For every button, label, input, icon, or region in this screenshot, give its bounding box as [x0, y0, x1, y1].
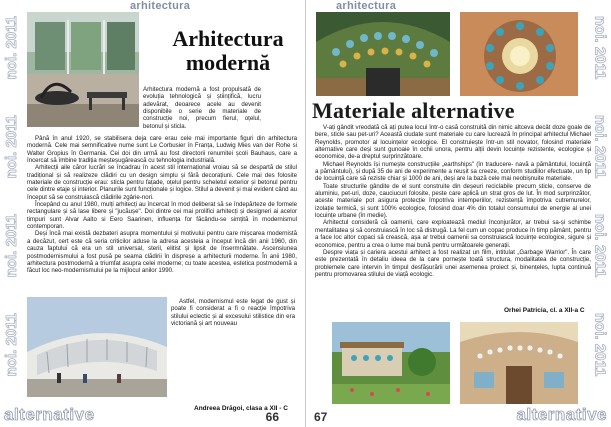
left-paragraph: Deși încă mai există dezbateri asupra momentului și motivului pentru care mișcarea modernistă a decăzut, cert este că seria criticilor aduse la adresa acesteia a început încă din anii 1960, din cauza faptului că era un stil universal, steril, elitist și lipsit de înserm​nătate. Ascensiunea postmodernismului a fost pusă pe seama clădirii în dispreșe a arhitecturii moderne. În anii 1980, arhitectura postmodernă a triumfat asupra celei moderne; cu toate acestea, estetica postmodernă a făcut loc neo-modernismului pe la mijlocul anilor 1990.	[27, 230, 297, 275]
left-paragraph: Până în anul 1920, se stabilisera deja care erau cele mai importante figuri din arhitectura modernă. Cele mai semnificative nume sunt Le Corbusier în Franța, Ludwig Mies van der Rohe si Walter Gropius în Germania. Cei doi din urmă au fost directorii renumitei școli Bauhaus, care a încercat să îmbine tradiția meșteșugărească cu tehnologia industrială.	[27, 135, 297, 165]
right-body-text	[315, 124, 591, 278]
left-title-line2: modernă	[185, 50, 271, 75]
right-paragraph: Despre viața și cariera acestui arhitect a fost realizat un film, intitulat „Garbage Warrior". În care este prezentată în detaliu ideea de la care pornește toată structura, modalitatea de construcție, problemele care intervin în timpul desfășurării unei asemenea proiect și, binențeles, lupta continuă pentru promovarea stilului de viață ecologic.	[315, 248, 591, 278]
earthship-exterior-photo	[460, 322, 578, 404]
right-article-title: Materiale alternative	[312, 98, 515, 123]
right-section-header: arhitectura	[336, 0, 397, 12]
right-paragraph: Michael Reynolds își numește construcțiile „earthships" (în traducere- navă a pământului, locuință a pământului), și după 35 de ani de experimente a reușit sa creeze, conform studiilor efectuate, un tip de locuință care să reziste chiar și 1000 de ani, deși are la bază cele mai neobișnuite materiale.	[315, 160, 591, 183]
left-body-text	[27, 135, 297, 275]
caption-text: Astfel, modernismul este legat de gust și poate fi considerat a fi o reacție împotriva stilului eclectic și al excesului stilistice din era victoriană și art nouveau	[171, 298, 295, 328]
left-paragraph: Începând cu anul 1980, mulți arhitecți au încercat în mod deliberat să se îndepărteze de formele rectangulare și să lase libere și "jucăușe". Doi dintre cei mai prolifici arhitecți și designeri ai acelor timpuri sunt Alvar Aalto si Eero Saarinen, influența for făcându-se simțită în modernismul contemporan.	[27, 201, 297, 231]
left-paragraph: Arhitecții aile căror lucrări se încadrau în acest stil internațional vroiau să se despartă de stilul tradițional și să realizeze clădiri cu un design simplu și fără decorațiuni. Cele mai des folosite materiale de construcție erau: sticla pentru fațade, oțelul pentru scheletul exterior și betonul pentru cele dintre etaje și interior. Planurile sunt funcționale și logice. Stilul a devenit și mai evident când au început să se construiască clădirile zgârie-nori.	[27, 164, 297, 201]
left-article-title	[158, 27, 298, 75]
modern-building-photo	[27, 297, 167, 397]
right-paragraph: V-ați gândit vreodată că ați putea locui într-o casă construită din nimic altceva decât doze goale de bere, sticle sau pet-uri? Această ciudate sunt materiale cu care lucrează în principal arhitectul Michael Reynolds, promotor al locuințelor ecologice. El construiește într-un stil novator, folosind materiale alternative care deși sunt gunoaie în ochii unora, pentru alții devin locuințe rezistente, ecologice și economice, de-a dreptul surprinzătoare.	[315, 124, 591, 161]
left-caption	[171, 298, 295, 327]
left-section-header: arhitectura	[130, 0, 191, 12]
left-page	[0, 0, 305, 427]
right-paragraph: Arhitectul consideră că oamenii, care exploatează mediul înconjurător, ar trebui sa-și schimbe mentalitatea și să construiască în loc să distrugă. La fel cum un copac produce în timp pământ, pentru a face loc altor copaci să crească, așa ar trebui oamenii sa construiască locuințe ecologice, sigure și economice, pentru a crea o lume mai bună pentru următoarele generații.	[315, 219, 591, 249]
right-strip-label: noi. 2011	[591, 312, 609, 376]
right-strip-label: noi. 2011	[591, 16, 609, 80]
right-side-strip	[591, 16, 609, 376]
right-footer-label: alternative	[516, 405, 607, 424]
right-strip-label: noi. 2011	[591, 114, 609, 179]
bottle-wall-photo	[316, 12, 450, 96]
modern-interior-photo	[27, 12, 139, 127]
left-title-line1: Arhitectura	[172, 26, 284, 51]
right-strip-label: noi. 2011	[591, 213, 609, 278]
right-author-signature: Orhei Patricia, cl. a XII-a C	[504, 307, 585, 314]
bottle-window-photo	[460, 12, 578, 96]
intro-paragraph: Arhitectura modernă a fost propulsată de evoluția tehnologică și științifică, lucru adevărat, deoarece acele au devenit disponibile o serie de materiale de construcție noi, precum fierul, oțelul, betonul și sticla.	[143, 86, 261, 130]
left-strip-label: noi. 2011	[2, 312, 20, 376]
earthship-garden-photo	[332, 322, 450, 404]
left-side-strip	[2, 16, 20, 376]
left-footer-label: alternative	[4, 405, 95, 424]
left-author-signature: Andreea Drăgoi, clasa a XII - C	[194, 405, 288, 412]
left-strip-label: noi. 2011	[2, 16, 20, 80]
left-page-number: 66	[265, 410, 279, 424]
left-intro-text	[143, 86, 261, 130]
right-paragraph: Toate structurile gândite de el sunt construite din deșeuri reciclabile precum sticle, conserve de aluminiu, pet-uri, doze, cauciucuri folosite, peste care aplică un strat gros de lut. În mod surprinzător, aceste materiale pot asigura protecție împotriva intemperiilor, rezistență împotriva cutremurelor, izolație termică, și sunt 100% ecologice, folosind doar 4% din totalul consumului de energie al unei locuințe urbane (în medie).	[315, 182, 591, 220]
right-page-number: 67	[314, 410, 328, 424]
left-strip-label: noi. 2011	[2, 213, 20, 278]
left-strip-label: noi. 2011	[2, 114, 20, 179]
right-page	[306, 0, 611, 427]
